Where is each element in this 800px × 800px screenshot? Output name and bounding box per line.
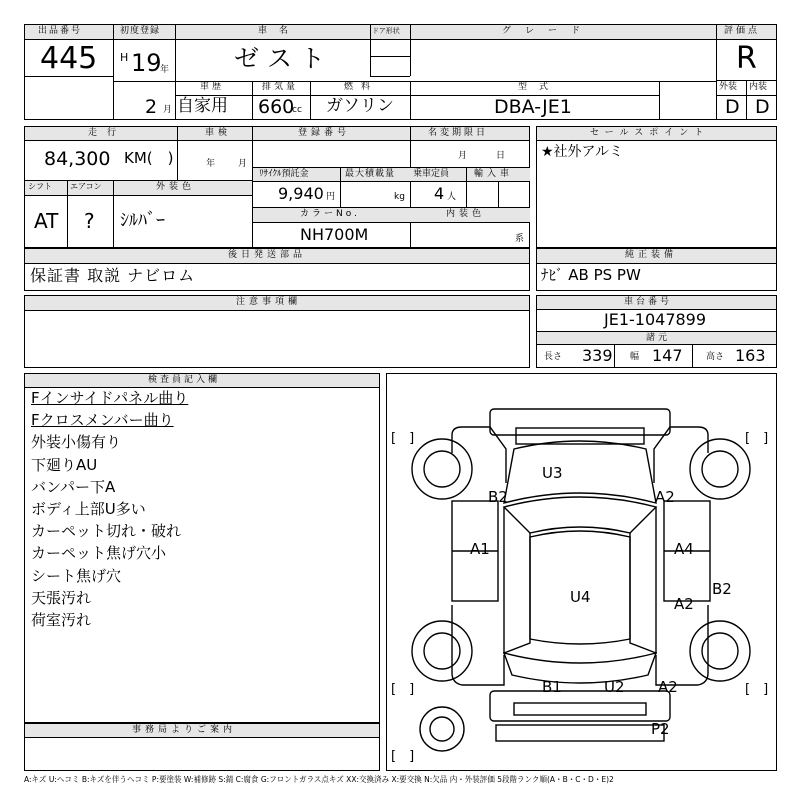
recycle-fee-value: 9,940 — [278, 184, 324, 203]
model-code-label: 型式 — [518, 82, 561, 92]
capacity-label: 乗車定員 — [413, 169, 450, 179]
inspection-month-unit: 月 — [238, 159, 248, 169]
mileage-label: 走行 — [88, 128, 127, 138]
damage-mark-u4: U4 — [570, 588, 591, 606]
mileage-unit: KM( ) — [124, 149, 174, 167]
length-value: 339 — [582, 346, 613, 365]
damage-mark-a1: A1 — [470, 540, 490, 558]
usage-value: 自家用 — [177, 96, 228, 116]
reg-year: 19 — [131, 49, 162, 77]
width-label: 幅 — [630, 352, 640, 362]
grade-label: グレード — [502, 26, 595, 36]
reg-number-label: 登録番号 — [298, 128, 351, 138]
mileage-value: 84,300 — [44, 148, 111, 170]
interior-grade-value: D — [755, 96, 770, 118]
inspector-notes-list — [25, 387, 379, 631]
sales-points-value: ★社外アルミ — [541, 144, 623, 160]
sales-points-label: セールスポイント — [590, 128, 710, 138]
inspector-note: バンパー下A — [31, 477, 116, 496]
capacity-value: 4 — [434, 184, 445, 203]
inspector-note: 下廻りAU — [31, 455, 98, 474]
bracket-front-right: [ ] — [745, 431, 769, 446]
later-parts-value: 保証書 取説 ナビロム — [30, 266, 196, 285]
damage-mark-u3: U3 — [542, 464, 563, 482]
damage-mark-a2-right: A2 — [674, 595, 694, 613]
import-label: 輸入車 — [474, 169, 514, 179]
car-name-value: ゼスト — [234, 44, 334, 73]
later-parts-label: 後日発送部品 — [228, 250, 307, 260]
bracket-rear-right: [ ] — [745, 682, 769, 697]
max-load-label: 最大積載量 — [345, 169, 396, 179]
legend: A:キズ U:ヘコミ B:キズを伴うヘコミ P:要塗装 W:補修跡 S:錆 C:腐食 G:フロントガラス点キズ XX:交換済み X:要交換 N:欠品 内・外装評価 5段階ランク順(A・B・C・D・E)2 — [24, 775, 614, 784]
aircon-label: エアコン — [70, 182, 102, 191]
era-letter: H — [120, 51, 129, 64]
damage-mark-b2-right: B2 — [712, 580, 732, 598]
inspector-note: カーペット切れ・破れ — [31, 522, 182, 541]
deadline-day-unit: 日 — [496, 151, 506, 161]
recycle-deposit-label: ﾘｻｲｸﾙ預託金 — [259, 169, 309, 179]
capacity-unit: 人 — [447, 192, 457, 202]
bracket-rear-left: [ ] — [391, 682, 415, 697]
model-code-value: DBA-JE1 — [494, 96, 572, 118]
reg-year-unit: 年 — [160, 65, 170, 75]
genuine-equipment-value: ﾅﾋﾞ AB PS PW — [541, 266, 641, 284]
inspection-year-unit: 年 — [206, 159, 216, 169]
height-label: 高さ — [706, 352, 725, 362]
shift-label: シフト — [28, 182, 52, 191]
inspector-notes-label: 検査員記入欄 — [148, 375, 221, 385]
specs-label: 諸元 — [646, 333, 671, 343]
rating-label: 評価点 — [724, 26, 761, 36]
office-notice-label: 事務局よりご案内 — [132, 725, 237, 735]
body-color-value: ｼﾙﾊﾞｰ — [120, 210, 165, 231]
first-reg-label: 初度登録 — [120, 26, 161, 36]
lot-no-label: 出品番号 — [38, 26, 83, 36]
bracket-front-left: [ ] — [391, 431, 415, 446]
reg-month-unit: 月 — [163, 105, 173, 115]
damage-mark-u2: U2 — [604, 678, 625, 696]
fuel-label: 燃料 — [344, 82, 379, 92]
max-load-unit: kg — [394, 192, 405, 202]
chassis-no-value: JE1-1047899 — [604, 310, 707, 329]
fuel-value: ガソリン — [326, 96, 394, 116]
damage-mark-b2-left: B2 — [488, 488, 508, 506]
recycle-fee-unit: 円 — [326, 192, 336, 202]
inspector-note: Fインサイドパネル曲り — [31, 389, 189, 407]
inspector-note: ボディ上部U多い — [31, 499, 146, 518]
inspector-note: 天張汚れ — [31, 588, 92, 607]
interior-grade-label: 内装 — [749, 82, 768, 92]
deadline-month-unit: 月 — [458, 151, 468, 161]
damage-mark-a2-rear: A2 — [658, 678, 678, 696]
damage-mark-a4: A4 — [674, 540, 694, 558]
interior-color-unit: 系 — [515, 234, 525, 244]
body-color-label: 外装色 — [156, 182, 196, 192]
color-no-value: NH700M — [300, 225, 369, 244]
chassis-no-label: 車台番号 — [624, 297, 673, 307]
car-name-label: 車名 — [258, 26, 301, 36]
damage-mark-a2-front: A2 — [655, 488, 675, 506]
inspection-label: 車検 — [205, 128, 232, 138]
height-value: 163 — [735, 346, 766, 365]
exterior-grade-value: D — [725, 96, 740, 118]
damage-mark-b1: B1 — [542, 678, 562, 696]
inspector-note: 荷室汚れ — [31, 610, 92, 629]
interior-color-label: 内装色 — [446, 209, 486, 219]
door-shape-label: ドア形状 — [372, 27, 400, 35]
inspector-note: 外装小傷有り — [31, 433, 122, 452]
bracket-spare: [ ] — [391, 749, 415, 764]
damage-mark-p2: P2 — [651, 720, 670, 738]
notes-label: 注意事項欄 — [236, 297, 302, 307]
aircon-value: ? — [84, 209, 95, 233]
displacement-unit: cc — [292, 105, 302, 115]
genuine-equipment-label: 純正装備 — [625, 250, 678, 260]
overall-grade: R — [736, 41, 757, 76]
displacement-value: 660 — [258, 96, 295, 118]
inspector-note: シート焦げ穴 — [31, 566, 122, 585]
displacement-label: 排気量 — [262, 82, 299, 92]
exterior-grade-label: 外装 — [719, 82, 738, 92]
shift-value: AT — [34, 209, 59, 233]
lot-number: 445 — [40, 41, 98, 76]
inspector-note: Fクロスメンバー曲り — [31, 411, 174, 430]
inspector-note: カーペット焦げ穴小 — [31, 544, 167, 563]
color-no-label: カラーNo. — [300, 209, 360, 219]
car-diagram — [386, 373, 777, 771]
length-label: 長さ — [544, 352, 563, 362]
width-value: 147 — [652, 346, 683, 365]
reg-month: 2 — [145, 96, 158, 118]
shaken-type-label: 車歴 — [200, 82, 225, 92]
name-change-deadline-label: 名変期限日 — [428, 128, 489, 138]
